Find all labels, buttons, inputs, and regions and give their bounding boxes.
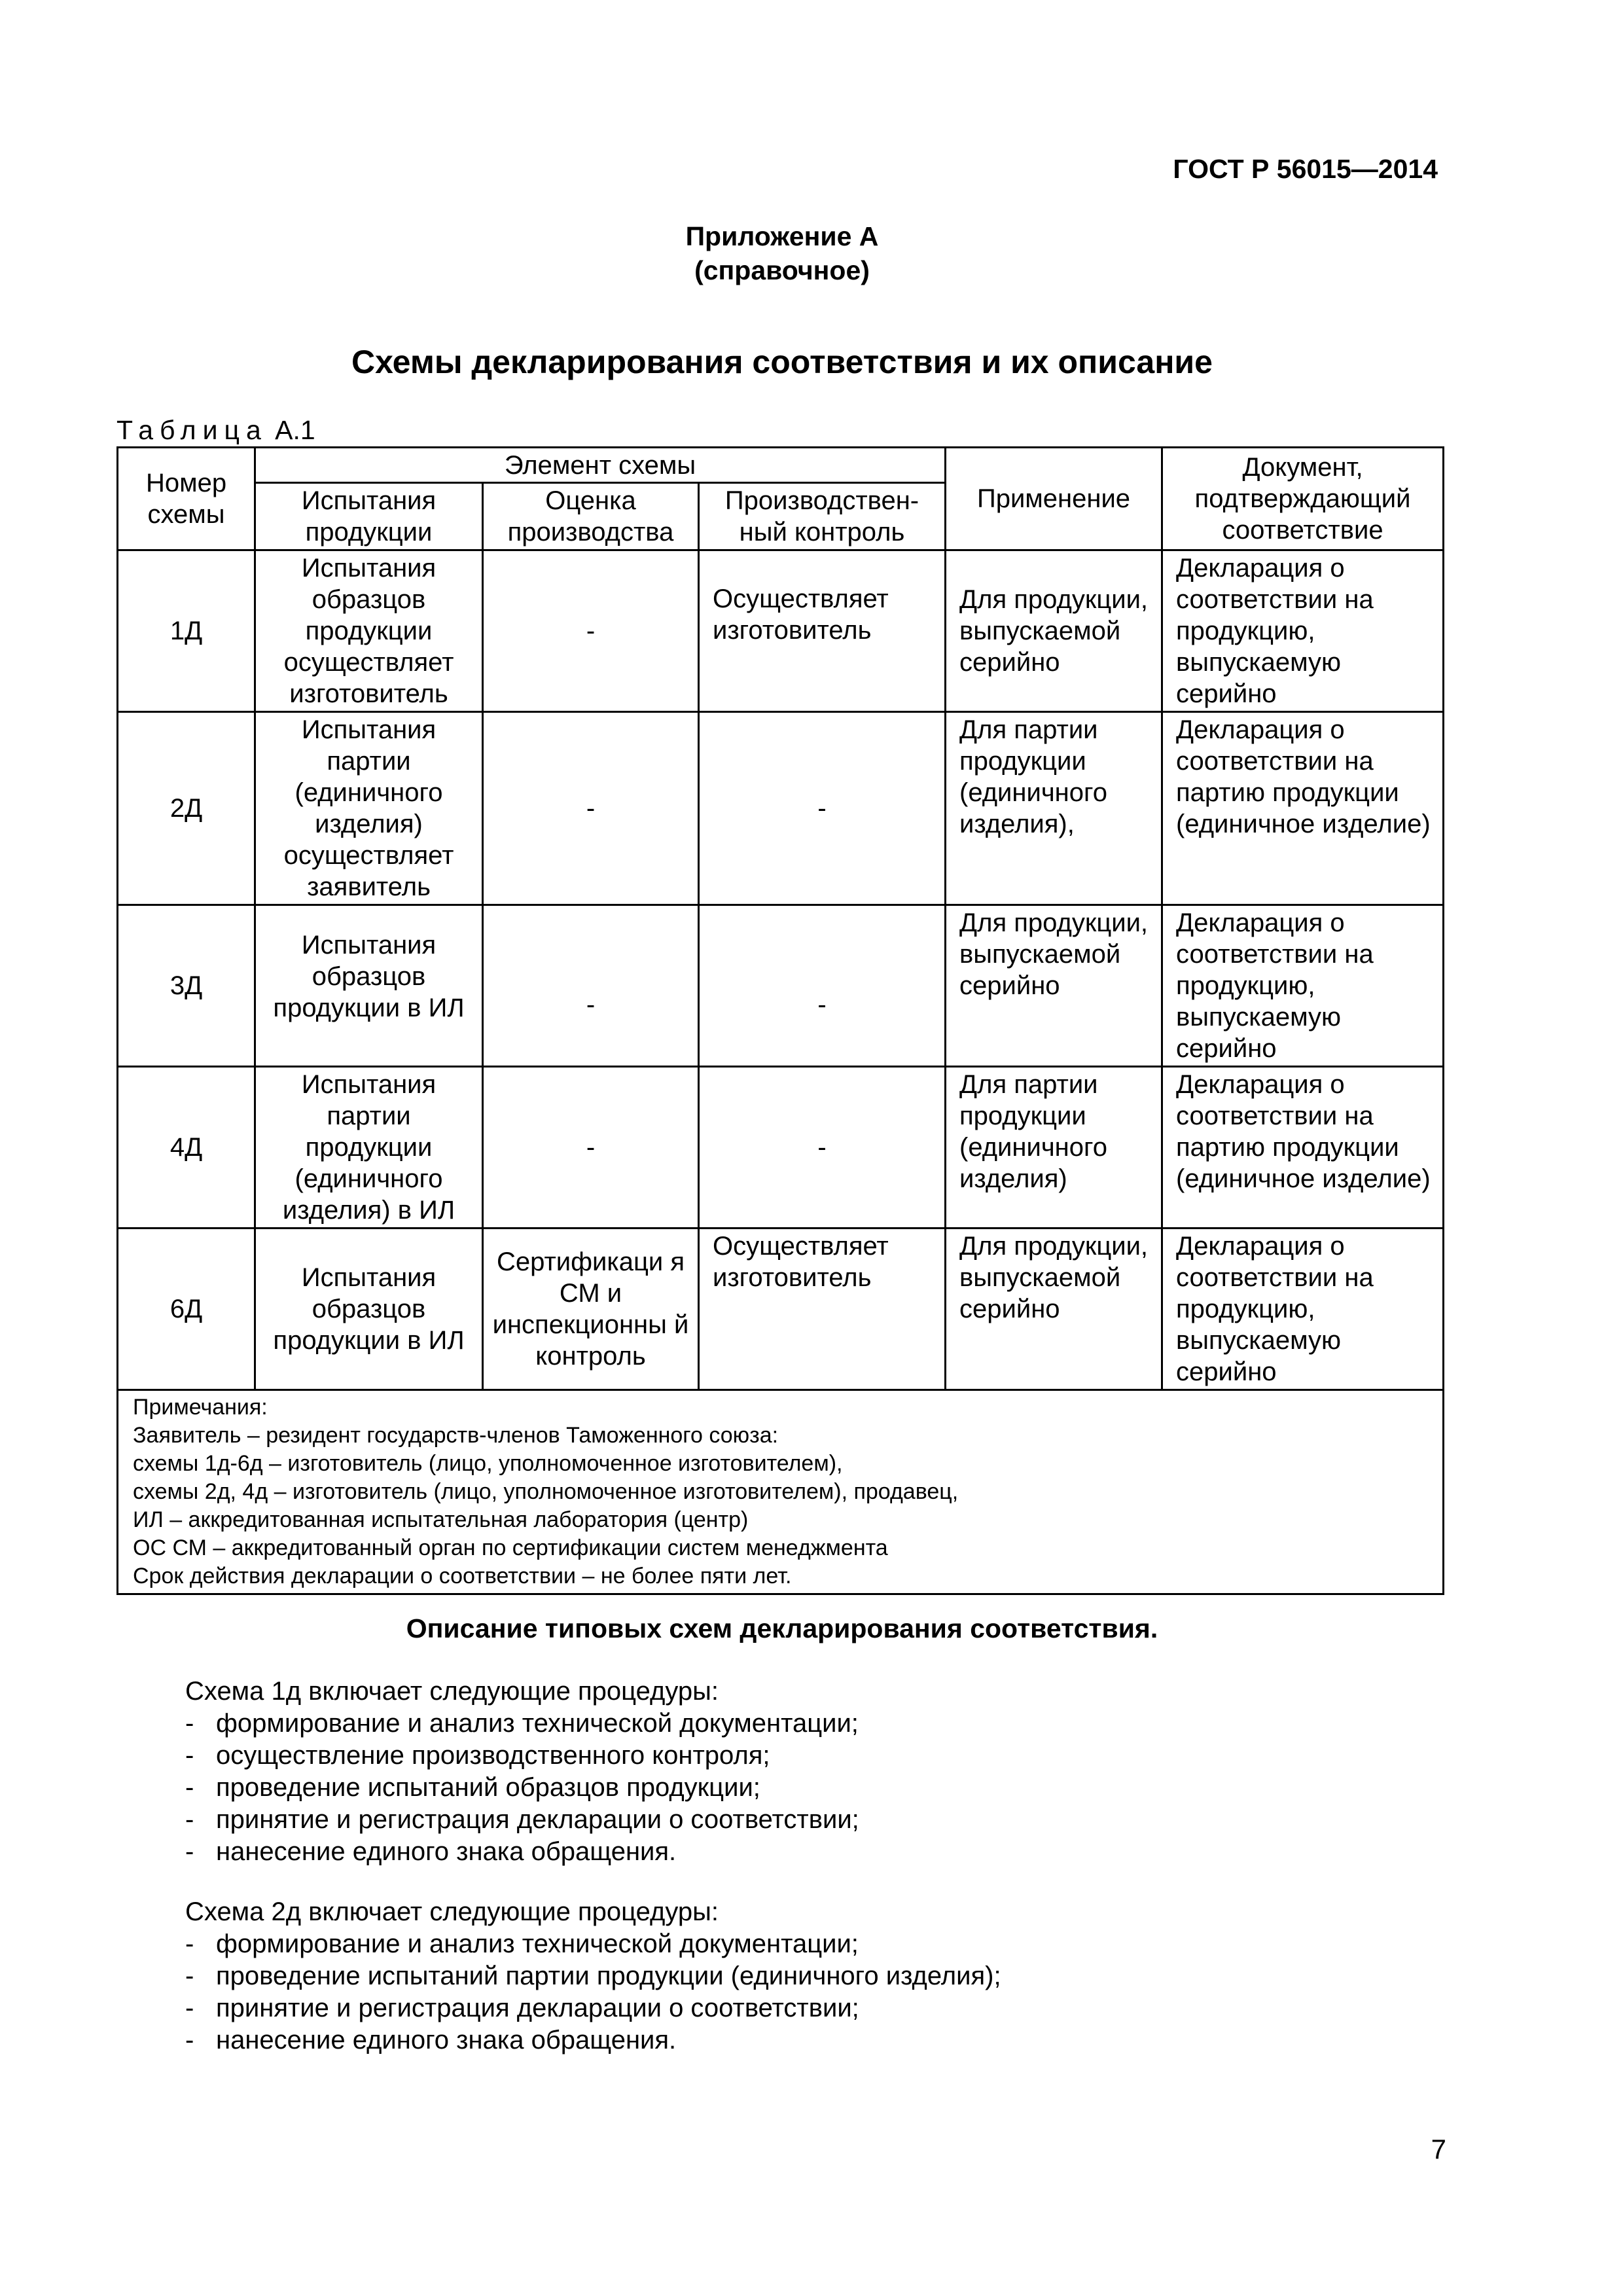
standard-header: ГОСТ Р 56015—2014 [1173, 154, 1438, 184]
header-production-control: Производствен-ный контроль [699, 483, 946, 550]
cell-scheme: 6Д [118, 1229, 255, 1390]
dash-bullet-icon: - [185, 1773, 194, 1802]
list-item-text: осуществление производственного контроля; [216, 1741, 770, 1770]
page-title: Схемы декларирования соответствия и их описание [351, 344, 1213, 380]
cell-assessment: - [483, 550, 699, 712]
dash-bullet-icon: - [185, 2026, 194, 2054]
table-caption [116, 417, 315, 444]
declaration-schemes-table [116, 446, 1444, 1595]
procedure-list [185, 1708, 859, 1868]
scheme-description-1d [185, 1676, 859, 1868]
cell-assessment: Сертификаци я СМ и инспекционны й контроль [483, 1229, 699, 1390]
cell-control: - [699, 1067, 946, 1229]
cell-scheme: 1Д [118, 550, 255, 712]
list-item-text: нанесение единого знака обращения. [216, 1837, 677, 1866]
note-line: схемы 2д, 4д – изготовитель (лицо, уполномоченное изготовителем), продавец, [133, 1479, 959, 1504]
table-row [118, 550, 1444, 712]
scheme-description-2d [185, 1896, 1001, 2056]
header-product-testing: Испытания продукции [255, 483, 483, 550]
note-line: Примечания: [133, 1395, 268, 1420]
cell-document: Декларация о соответствии на продукцию, выпускаемую серийно [1162, 905, 1444, 1067]
appendix-title: Приложение А [685, 221, 879, 251]
dash-bullet-icon: - [185, 1709, 194, 1738]
table-notes-row [118, 1390, 1444, 1594]
table-row [118, 712, 1444, 905]
header-scheme-number: Номер схемы [118, 448, 255, 550]
cell-document: Декларация о соответствии на продукцию, выпускаемую серийно [1162, 550, 1444, 712]
cell-control: Осуществляет изготовитель [699, 550, 946, 712]
scheme-intro: Схема 1д включает следующие процедуры: [185, 1677, 719, 1706]
dash-bullet-icon: - [185, 1929, 194, 1958]
list-item [185, 1772, 859, 1804]
cell-application: Для партии продукции (единичного изделия) [946, 1067, 1162, 1229]
dash-bullet-icon: - [185, 1994, 194, 2022]
table-row [118, 905, 1444, 1067]
list-item [185, 1740, 859, 1772]
cell-testing: Испытания партии продукции (единичного изделия) в ИЛ [255, 1067, 483, 1229]
header-production-assessment: Оценка производства [483, 483, 699, 550]
cell-testing: Испытания образцов продукции в ИЛ [255, 1229, 483, 1390]
appendix-heading [0, 219, 1564, 287]
table-header-row [118, 448, 1444, 483]
cell-testing: Испытания образцов продукции в ИЛ [255, 905, 483, 1067]
note-line: Срок действия декларации о соответствии – не более пяти лет. [133, 1564, 792, 1588]
header-document: Документ, подтверждающий соответствие [1162, 448, 1444, 550]
list-item [185, 1992, 1001, 2024]
list-item [185, 1804, 859, 1836]
dash-bullet-icon: - [185, 1837, 194, 1866]
cell-document: Декларация о соответствии на партию продукции (единичное изделие) [1162, 1067, 1444, 1229]
cell-control: - [699, 905, 946, 1067]
dash-bullet-icon: - [185, 1805, 194, 1834]
list-item-text: формирование и анализ технической документации; [216, 1709, 859, 1738]
cell-scheme: 2Д [118, 712, 255, 905]
cell-testing: Испытания партии (единичного изделия) осуществляет заявитель [255, 712, 483, 905]
cell-document: Декларация о соответствии на продукцию, выпускаемую серийно [1162, 1229, 1444, 1390]
note-line: ИЛ – аккредитованная испытательная лаборатория (центр) [133, 1507, 749, 1532]
cell-control: Осуществляет изготовитель [699, 1229, 946, 1390]
table-notes [118, 1390, 1444, 1594]
cell-scheme: 3Д [118, 905, 255, 1067]
list-item-text: нанесение единого знака обращения. [216, 2026, 677, 2054]
note-line: Заявитель – резидент государств-членов Таможенного союза: [133, 1423, 779, 1448]
procedure-list [185, 1928, 1001, 2056]
dash-bullet-icon: - [185, 1962, 194, 1990]
cell-control: - [699, 712, 946, 905]
table-row [118, 1067, 1444, 1229]
list-item-text: формирование и анализ технической документации; [216, 1929, 859, 1958]
appendix-subtitle: (справочное) [694, 255, 870, 285]
cell-testing: Испытания образцов продукции осуществляет изготовитель [255, 550, 483, 712]
list-item-text: принятие и регистрация декларации о соответствии; [216, 1994, 859, 2022]
table-caption-number: А.1 [267, 415, 315, 445]
cell-scheme: 4Д [118, 1067, 255, 1229]
dash-bullet-icon: - [185, 1741, 194, 1770]
list-item [185, 1928, 1001, 1960]
cell-assessment: - [483, 1067, 699, 1229]
list-item-text: проведение испытаний образцов продукции; [216, 1773, 760, 1802]
list-item [185, 1960, 1001, 1992]
note-line: схемы 1д-6д – изготовитель (лицо, уполномоченное изготовителем), [133, 1451, 843, 1476]
table-caption-word: Таблица [116, 415, 268, 445]
cell-document: Декларация о соответствии на партию продукции (единичное изделие) [1162, 712, 1444, 905]
cell-assessment: - [483, 712, 699, 905]
list-item-text: проведение испытаний партии продукции (единичного изделия); [216, 1962, 1001, 1990]
list-item [185, 1836, 859, 1868]
list-item [185, 2024, 1001, 2056]
page-number: 7 [1431, 2134, 1446, 2164]
list-item [185, 1708, 859, 1740]
table-row [118, 1229, 1444, 1390]
note-line: ОС СМ – аккредитованный орган по сертификации систем менеджмента [133, 1535, 888, 1560]
list-item-text: принятие и регистрация декларации о соответствии; [216, 1805, 859, 1834]
cell-application: Для продукции, выпускаемой серийно [946, 550, 1162, 712]
header-scheme-element: Элемент схемы [255, 448, 946, 483]
cell-application: Для партии продукции (единичного изделия), [946, 712, 1162, 905]
scheme-intro: Схема 2д включает следующие процедуры: [185, 1897, 719, 1926]
cell-application: Для продукции, выпускаемой серийно [946, 905, 1162, 1067]
cell-assessment: - [483, 905, 699, 1067]
header-application: Применение [946, 448, 1162, 550]
description-title: Описание типовых схем декларирования соответствия. [406, 1613, 1158, 1643]
cell-application: Для продукции, выпускаемой серийно [946, 1229, 1162, 1390]
